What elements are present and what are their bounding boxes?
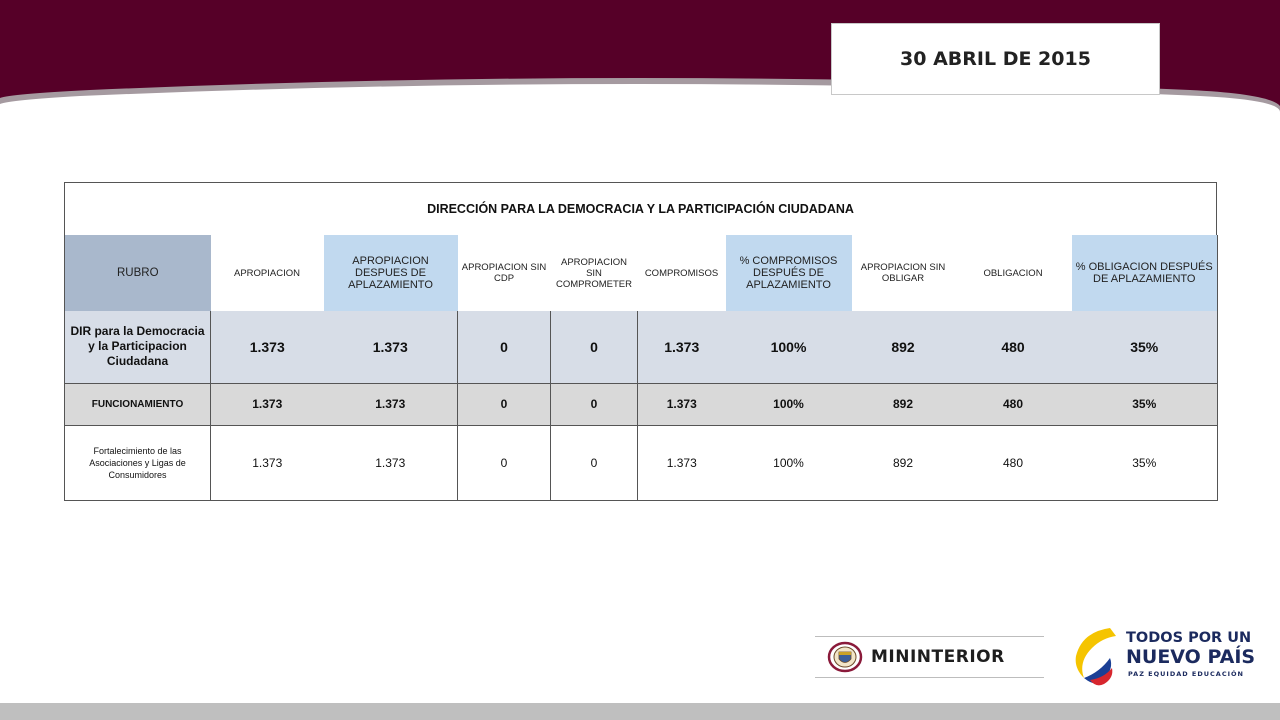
footer-bar xyxy=(0,703,1280,720)
row-label: DIR para la Democracia y la Participacion Ciudadana xyxy=(65,311,211,383)
row-label: FUNCIONAMIENTO xyxy=(65,383,211,425)
cell: 1.373 xyxy=(324,311,458,383)
cell: 35% xyxy=(1072,383,1218,425)
report-date: 30 ABRIL DE 2015 xyxy=(831,23,1160,95)
cell: 0 xyxy=(458,383,551,425)
cell: 100% xyxy=(726,383,852,425)
mininterior-logo xyxy=(815,636,1044,678)
cell: 1.373 xyxy=(211,383,324,425)
cell: 480 xyxy=(955,425,1072,500)
cell: 1.373 xyxy=(638,383,726,425)
cell: 1.373 xyxy=(638,311,726,383)
col-header-apropiacion-sin-cdp: APROPIACION SIN CDP xyxy=(458,235,551,311)
cell: 35% xyxy=(1072,311,1218,383)
col-header-compromisos: COMPROMISOS xyxy=(638,235,726,311)
cell: 100% xyxy=(726,425,852,500)
nuevo-pais-line1: TODOS POR UN xyxy=(1126,630,1252,646)
row-label: Fortalecimiento de las Asociaciones y Ligas de Consumidores xyxy=(65,425,211,500)
budget-table xyxy=(64,182,1217,501)
col-header-pct-obligacion: % OBLIGACION DESPUÉS DE APLAZAMIENTO xyxy=(1072,235,1218,311)
table-row xyxy=(65,311,1218,383)
col-header-apropiacion-sin-obligar: APROPIACION SIN OBLIGAR xyxy=(852,235,955,311)
cell: 1.373 xyxy=(324,425,458,500)
col-header-obligacion: OBLIGACION xyxy=(955,235,1072,311)
cell: 1.373 xyxy=(211,425,324,500)
cell: 0 xyxy=(551,383,638,425)
table-row xyxy=(65,383,1218,425)
cell: 892 xyxy=(852,383,955,425)
cell: 1.373 xyxy=(324,383,458,425)
col-header-apropiacion-sin-comprometer: APROPIACION SIN COMPROMETER xyxy=(551,235,638,311)
col-header-rubro: RUBRO xyxy=(65,235,211,311)
cell: 0 xyxy=(458,425,551,500)
cell: 100% xyxy=(726,311,852,383)
table-row xyxy=(65,425,1218,500)
nuevo-pais-swoosh-icon xyxy=(1070,622,1126,690)
cell: 0 xyxy=(551,311,638,383)
cell: 480 xyxy=(955,383,1072,425)
col-header-apropiacion-despues: APROPIACION DESPUES DE APLAZAMIENTO xyxy=(324,235,458,311)
table-header-row xyxy=(65,235,1218,311)
mininterior-text: MININTERIOR xyxy=(871,647,1005,667)
cell: 892 xyxy=(852,311,955,383)
table-title: DIRECCIÓN PARA LA DEMOCRACIA Y LA PARTICIPACIÓN CIUDADANA xyxy=(64,182,1217,235)
nuevo-pais-logo xyxy=(1070,622,1256,692)
cell: 0 xyxy=(458,311,551,383)
col-header-pct-compromisos: % COMPROMISOS DESPUÉS DE APLAZAMIENTO xyxy=(726,235,852,311)
cell: 0 xyxy=(551,425,638,500)
nuevo-pais-line2: NUEVO PAÍS xyxy=(1126,646,1256,668)
cell: 35% xyxy=(1072,425,1218,500)
coat-of-arms-icon xyxy=(827,641,863,673)
col-header-apropiacion: APROPIACION xyxy=(211,235,324,311)
nuevo-pais-line3: PAZ EQUIDAD EDUCACIÓN xyxy=(1128,670,1244,678)
cell: 1.373 xyxy=(211,311,324,383)
cell: 1.373 xyxy=(638,425,726,500)
cell: 892 xyxy=(852,425,955,500)
cell: 480 xyxy=(955,311,1072,383)
